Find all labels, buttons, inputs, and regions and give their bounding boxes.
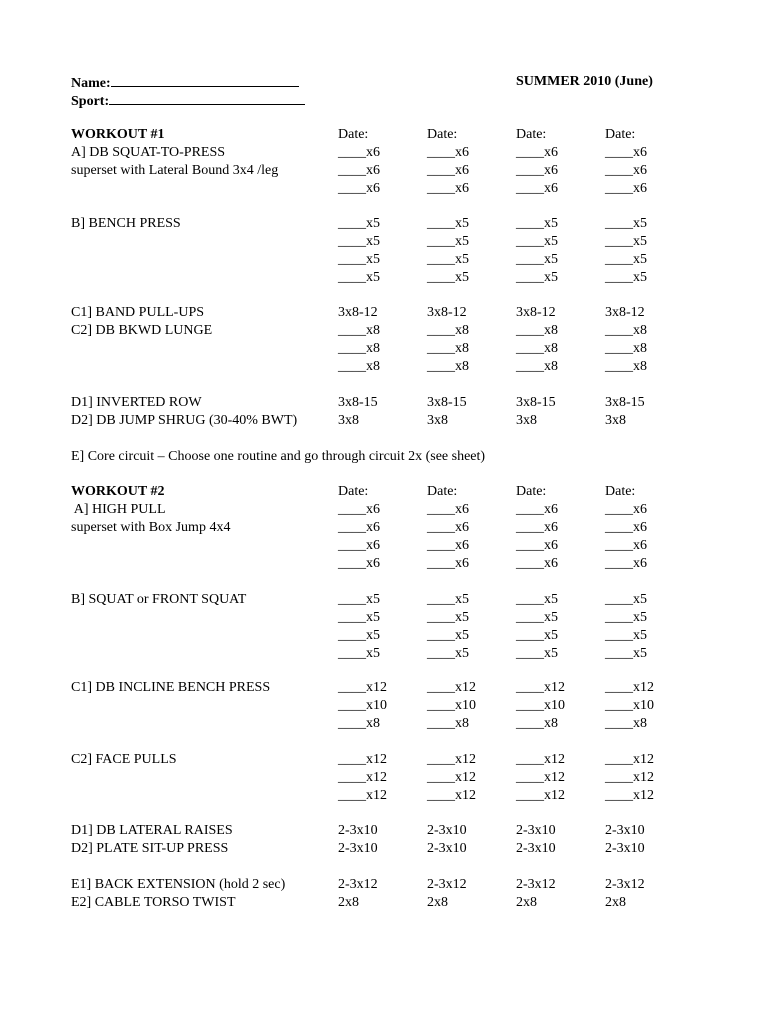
rep-entry: ____x8 xyxy=(605,341,647,356)
w2-date-label: Date: xyxy=(427,484,458,499)
rep-entry: ____x5 xyxy=(516,216,558,231)
set-scheme: 2-3x10 xyxy=(516,823,556,838)
rep-entry: ____x6 xyxy=(338,502,380,517)
set-scheme: 3x8-12 xyxy=(516,305,556,320)
rep-entry: ____x12 xyxy=(427,752,476,767)
rep-entry: ____x12 xyxy=(338,770,387,785)
rep-entry: ____x6 xyxy=(338,556,380,571)
rep-entry: ____x5 xyxy=(338,234,380,249)
name-label: Name: xyxy=(71,76,111,91)
w2-date-label: Date: xyxy=(605,484,636,499)
rep-entry: ____x5 xyxy=(605,592,647,607)
w2-date-label: Date: xyxy=(516,484,547,499)
rep-entry: ____x5 xyxy=(516,234,558,249)
rep-entry: ____x8 xyxy=(427,323,469,338)
rep-entry: ____x5 xyxy=(605,610,647,625)
workout1-title: WORKOUT #1 xyxy=(71,127,165,142)
rep-entry: ____x5 xyxy=(338,610,380,625)
rep-entry: ____x8 xyxy=(516,359,558,374)
rep-entry: ____x12 xyxy=(605,752,654,767)
w1-exercise-a-note: superset with Lateral Bound 3x4 /leg xyxy=(71,163,279,178)
rep-entry: ____x8 xyxy=(338,341,380,356)
w2-exercise-e1: E1] BACK EXTENSION (hold 2 sec) xyxy=(71,877,286,892)
rep-entry: ____x6 xyxy=(605,538,647,553)
sport-label: Sport: xyxy=(71,94,110,109)
rep-entry: ____x6 xyxy=(427,163,469,178)
rep-entry: ____x12 xyxy=(516,788,565,803)
set-scheme: 2-3x12 xyxy=(516,877,556,892)
set-scheme: 2x8 xyxy=(605,895,626,910)
set-scheme: 2-3x10 xyxy=(427,841,467,856)
w2-exercise-a-note: superset with Box Jump 4x4 xyxy=(71,520,231,535)
set-scheme: 2x8 xyxy=(427,895,448,910)
rep-entry: ____x5 xyxy=(605,234,647,249)
rep-entry: ____x12 xyxy=(605,788,654,803)
season-title: SUMMER 2010 (June) xyxy=(516,74,653,89)
rep-entry: ____x5 xyxy=(516,628,558,643)
rep-entry: ____x5 xyxy=(338,628,380,643)
w2-exercise-c1: C1] DB INCLINE BENCH PRESS xyxy=(71,680,271,695)
w1-exercise-d2: D2] DB JUMP SHRUG (30-40% BWT) xyxy=(71,413,298,428)
rep-entry: ____x8 xyxy=(516,341,558,356)
rep-entry: ____x6 xyxy=(338,145,380,160)
rep-entry: ____x5 xyxy=(516,610,558,625)
name-line xyxy=(111,73,299,87)
rep-entry: ____x5 xyxy=(427,610,469,625)
rep-entry: ____x6 xyxy=(516,145,558,160)
rep-entry: ____x8 xyxy=(338,716,380,731)
rep-entry: ____x6 xyxy=(516,520,558,535)
w1-exercise-b: B] BENCH PRESS xyxy=(71,216,181,231)
set-scheme: 2x8 xyxy=(516,895,537,910)
rep-entry: ____x8 xyxy=(338,323,380,338)
rep-entry: ____x6 xyxy=(427,181,469,196)
set-scheme: 2-3x10 xyxy=(516,841,556,856)
w1-exercise-c1: C1] BAND PULL-UPS xyxy=(71,305,205,320)
rep-entry: ____x6 xyxy=(605,181,647,196)
rep-entry: ____x6 xyxy=(338,181,380,196)
rep-entry: ____x12 xyxy=(338,752,387,767)
rep-entry: ____x5 xyxy=(338,270,380,285)
rep-entry: ____x6 xyxy=(605,163,647,178)
rep-entry: ____x5 xyxy=(605,270,647,285)
set-scheme: 2-3x10 xyxy=(605,841,645,856)
rep-entry: ____x5 xyxy=(427,234,469,249)
w1-exercise-d1: D1] INVERTED ROW xyxy=(71,395,202,410)
set-scheme: 3x8-15 xyxy=(516,395,556,410)
set-scheme: 3x8 xyxy=(338,413,359,428)
set-scheme: 3x8 xyxy=(427,413,448,428)
set-scheme: 3x8 xyxy=(605,413,626,428)
set-scheme: 2-3x12 xyxy=(338,877,378,892)
rep-entry: ____x5 xyxy=(605,628,647,643)
rep-entry: ____x12 xyxy=(516,680,565,695)
rep-entry: ____x5 xyxy=(516,592,558,607)
rep-entry: ____x12 xyxy=(516,770,565,785)
rep-entry: ____x8 xyxy=(605,359,647,374)
rep-entry: ____x5 xyxy=(338,592,380,607)
rep-entry: ____x12 xyxy=(605,680,654,695)
rep-entry: ____x12 xyxy=(605,770,654,785)
set-scheme: 3x8-15 xyxy=(338,395,378,410)
rep-entry: ____x8 xyxy=(516,716,558,731)
rep-entry: ____x12 xyxy=(338,680,387,695)
rep-entry: ____x8 xyxy=(605,716,647,731)
rep-entry: ____x12 xyxy=(427,788,476,803)
w2-exercise-e2: E2] CABLE TORSO TWIST xyxy=(71,895,236,910)
rep-entry: ____x6 xyxy=(605,145,647,160)
rep-entry: ____x6 xyxy=(338,538,380,553)
rep-entry: ____x8 xyxy=(427,716,469,731)
w1-date-label: Date: xyxy=(338,127,369,142)
rep-entry: ____x5 xyxy=(427,270,469,285)
set-scheme: 3x8-15 xyxy=(605,395,645,410)
rep-entry: ____x5 xyxy=(338,252,380,267)
rep-entry: ____x6 xyxy=(516,556,558,571)
rep-entry: ____x6 xyxy=(516,181,558,196)
w2-exercise-d2: D2] PLATE SIT-UP PRESS xyxy=(71,841,229,856)
name-field xyxy=(71,73,299,93)
w2-exercise-d1: D1] DB LATERAL RAISES xyxy=(71,823,233,838)
rep-entry: ____x5 xyxy=(427,216,469,231)
rep-entry: ____x6 xyxy=(427,538,469,553)
rep-entry: ____x5 xyxy=(605,216,647,231)
rep-entry: ____x8 xyxy=(427,341,469,356)
rep-entry: ____x5 xyxy=(427,646,469,661)
rep-entry: ____x6 xyxy=(516,502,558,517)
set-scheme: 2-3x12 xyxy=(427,877,467,892)
rep-entry: ____x5 xyxy=(605,252,647,267)
rep-entry: ____x12 xyxy=(338,788,387,803)
set-scheme: 3x8 xyxy=(516,413,537,428)
rep-entry: ____x6 xyxy=(427,502,469,517)
rep-entry: ____x6 xyxy=(427,145,469,160)
rep-entry: ____x6 xyxy=(427,520,469,535)
sport-field xyxy=(71,91,305,111)
rep-entry: ____x6 xyxy=(605,520,647,535)
rep-entry: ____x10 xyxy=(338,698,387,713)
rep-entry: ____x6 xyxy=(338,520,380,535)
workout2-title: WORKOUT #2 xyxy=(71,484,165,499)
set-scheme: 3x8-12 xyxy=(338,305,378,320)
set-scheme: 2-3x10 xyxy=(338,841,378,856)
set-scheme: 2-3x10 xyxy=(427,823,467,838)
rep-entry: ____x10 xyxy=(605,698,654,713)
rep-entry: ____x5 xyxy=(338,216,380,231)
rep-entry: ____x8 xyxy=(605,323,647,338)
w1-exercise-e: E] Core circuit – Choose one routine and go through circuit 2x (see sheet) xyxy=(71,449,486,464)
set-scheme: 2-3x10 xyxy=(605,823,645,838)
rep-entry: ____x5 xyxy=(427,628,469,643)
rep-entry: ____x8 xyxy=(338,359,380,374)
sport-line xyxy=(109,91,305,105)
rep-entry: ____x12 xyxy=(427,680,476,695)
rep-entry: ____x8 xyxy=(516,323,558,338)
w2-date-label: Date: xyxy=(338,484,369,499)
rep-entry: ____x12 xyxy=(427,770,476,785)
rep-entry: ____x6 xyxy=(338,163,380,178)
w1-date-label: Date: xyxy=(516,127,547,142)
rep-entry: ____x5 xyxy=(516,252,558,267)
rep-entry: ____x6 xyxy=(516,163,558,178)
set-scheme: 2-3x10 xyxy=(338,823,378,838)
rep-entry: ____x5 xyxy=(516,646,558,661)
set-scheme: 3x8-12 xyxy=(427,305,467,320)
rep-entry: ____x6 xyxy=(605,556,647,571)
w1-date-label: Date: xyxy=(427,127,458,142)
rep-entry: ____x10 xyxy=(516,698,565,713)
w2-exercise-b: B] SQUAT or FRONT SQUAT xyxy=(71,592,247,607)
set-scheme: 2-3x12 xyxy=(605,877,645,892)
rep-entry: ____x10 xyxy=(427,698,476,713)
rep-entry: ____x5 xyxy=(427,592,469,607)
rep-entry: ____x5 xyxy=(427,252,469,267)
rep-entry: ____x5 xyxy=(605,646,647,661)
set-scheme: 3x8-15 xyxy=(427,395,467,410)
w1-exercise-c2: C2] DB BKWD LUNGE xyxy=(71,323,213,338)
set-scheme: 2x8 xyxy=(338,895,359,910)
rep-entry: ____x6 xyxy=(516,538,558,553)
rep-entry: ____x6 xyxy=(605,502,647,517)
rep-entry: ____x5 xyxy=(338,646,380,661)
w2-exercise-a: A] HIGH PULL xyxy=(71,502,166,517)
rep-entry: ____x5 xyxy=(516,270,558,285)
rep-entry: ____x8 xyxy=(427,359,469,374)
set-scheme: 3x8-12 xyxy=(605,305,645,320)
rep-entry: ____x6 xyxy=(427,556,469,571)
w2-exercise-c2: C2] FACE PULLS xyxy=(71,752,177,767)
rep-entry: ____x12 xyxy=(516,752,565,767)
w1-date-label: Date: xyxy=(605,127,636,142)
w1-exercise-a: A] DB SQUAT-TO-PRESS xyxy=(71,145,226,160)
